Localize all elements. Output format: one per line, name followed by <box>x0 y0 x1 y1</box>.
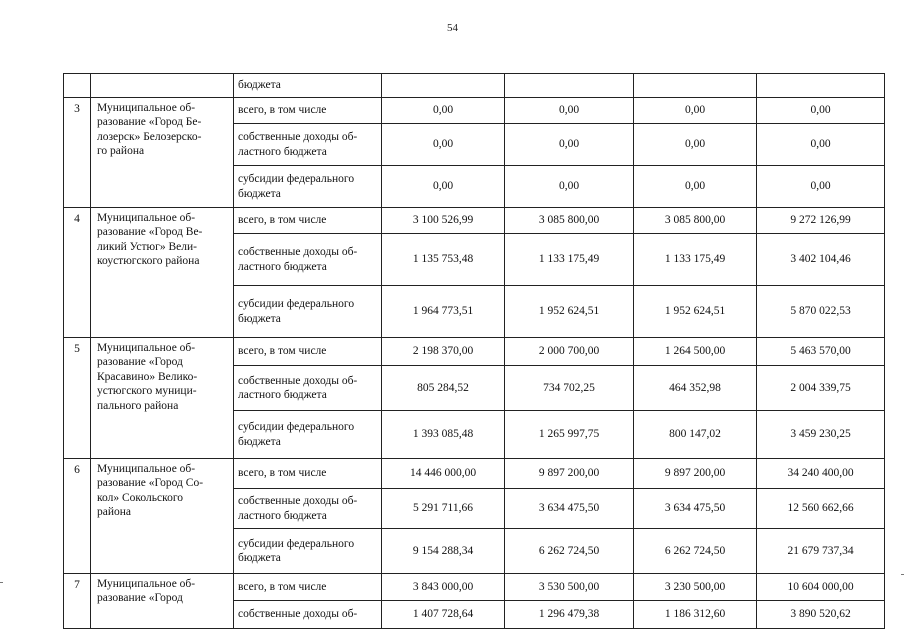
value-cell: 14 446 000,00 <box>382 459 505 489</box>
value-cell: 3 085 800,00 <box>634 208 757 234</box>
municipality-name-line: Красавино» Велико- <box>97 370 198 383</box>
indicator-label-line: бюджета <box>238 312 281 325</box>
table-row <box>64 208 885 234</box>
row-number-cell <box>64 74 91 98</box>
value-cell: 3 634 475,50 <box>634 489 757 529</box>
indicator-cell <box>234 124 382 166</box>
indicator-label-line: собственные доходы об- <box>238 131 358 144</box>
municipality-name-line: разование «Город Ве- <box>97 226 203 239</box>
municipality-name-line: кол» Сокольского <box>97 491 184 504</box>
value-cell: 3 085 800,00 <box>505 208 634 234</box>
continuation-row <box>64 74 885 98</box>
indicator-label-line: собственные доходы об- <box>238 495 358 508</box>
indicator-label-line: всего, в том числе <box>238 345 327 358</box>
table-row <box>64 574 885 601</box>
table-row <box>64 98 885 124</box>
value-cell: 0,00 <box>505 166 634 208</box>
value-cell: 1 964 773,51 <box>382 286 505 338</box>
indicator-label-line: собственные доходы об- <box>238 608 358 621</box>
municipality-name-line: разование «Город <box>97 356 183 369</box>
indicator-cell <box>234 208 382 234</box>
indicator-cell: бюджета <box>234 74 382 98</box>
indicator-cell <box>234 574 382 601</box>
value-cell: 21 679 737,34 <box>757 529 885 574</box>
indicator-label-line: ластного бюджета <box>238 145 327 158</box>
value-cell: 0,00 <box>382 166 505 208</box>
value-cell: 734 702,25 <box>505 366 634 411</box>
municipality-name-line: коустюгского района <box>97 255 200 268</box>
municipality-cell <box>91 208 234 338</box>
municipality-name-line: разование «Город Бе- <box>97 116 202 129</box>
indicator-label-line: бюджета <box>238 552 281 564</box>
indicator-cell <box>234 98 382 124</box>
row-number-cell: 4 <box>64 208 91 338</box>
indicator-label-line: всего, в том числе <box>238 214 327 227</box>
value-cell: 3 530 500,00 <box>505 574 634 601</box>
row-number-cell: 6 <box>64 459 91 574</box>
value-cell: 3 402 104,46 <box>757 234 885 286</box>
indicator-label-line: бюджета <box>238 435 281 448</box>
value-cell: 0,00 <box>757 166 885 208</box>
value-cell <box>505 74 634 98</box>
table-row <box>64 338 885 366</box>
municipality-name-line: устюгского муници- <box>97 385 197 398</box>
indicator-cell <box>234 338 382 366</box>
indicator-cell <box>234 459 382 489</box>
value-cell: 1 407 728,64 <box>382 601 505 629</box>
value-cell: 10 604 000,00 <box>757 574 885 601</box>
value-cell: 1 296 479,38 <box>505 601 634 629</box>
municipality-cell <box>91 338 234 459</box>
row-number-cell: 3 <box>64 98 91 208</box>
indicator-label-line: ластного бюджета <box>238 389 327 401</box>
value-cell: 1 393 085,48 <box>382 411 505 459</box>
value-cell: 1 952 624,51 <box>505 286 634 338</box>
indicator-cell <box>234 234 382 286</box>
indicator-cell <box>234 166 382 208</box>
value-cell: 12 560 662,66 <box>757 489 885 529</box>
table-row <box>64 459 885 489</box>
scan-edge-mark <box>901 574 904 575</box>
value-cell: 9 897 200,00 <box>505 459 634 489</box>
value-cell: 0,00 <box>382 98 505 124</box>
indicator-label-line: всего, в том числе <box>238 104 327 117</box>
indicator-label-line: субсидии федерального <box>238 173 355 186</box>
indicator-label-line: всего, в том числе <box>238 467 327 480</box>
municipality-name-line: пального района <box>97 399 179 412</box>
indicator-label-line: субсидии федерального <box>238 298 355 311</box>
value-cell: 0,00 <box>757 124 885 166</box>
value-cell: 1 133 175,49 <box>634 234 757 286</box>
value-cell: 1 135 753,48 <box>382 234 505 286</box>
row-number-cell: 7 <box>64 574 91 629</box>
value-cell: 3 634 475,50 <box>505 489 634 529</box>
value-cell <box>634 74 757 98</box>
indicator-label-line: субсидии федерального <box>238 421 355 434</box>
value-cell: 1 264 500,00 <box>634 338 757 366</box>
value-cell: 9 154 288,34 <box>382 529 505 574</box>
value-cell: 5 870 022,53 <box>757 286 885 338</box>
municipality-name-line: района <box>97 506 132 519</box>
municipality-name-line: разование «Город Со- <box>97 477 204 490</box>
value-cell: 9 272 126,99 <box>757 208 885 234</box>
value-cell: 5 291 711,66 <box>382 489 505 529</box>
municipality-name-line: разование «Город <box>97 592 183 605</box>
value-cell: 3 230 500,00 <box>634 574 757 601</box>
value-cell: 2 198 370,00 <box>382 338 505 366</box>
municipality-name-line: Муниципальное об- <box>97 342 196 354</box>
municipality-name-line: ликий Устюг» Вели- <box>97 240 197 253</box>
row-number-cell: 5 <box>64 338 91 459</box>
indicator-label-line: собственные доходы об- <box>238 246 358 259</box>
indicator-label-line: ластного бюджета <box>238 260 327 273</box>
municipality-name-line: го района <box>97 145 145 158</box>
value-cell: 0,00 <box>757 98 885 124</box>
value-cell: 3 100 526,99 <box>382 208 505 234</box>
value-cell: 3 843 000,00 <box>382 574 505 601</box>
indicator-cell <box>234 529 382 574</box>
indicator-label-line: субсидии федерального <box>238 537 355 550</box>
municipality-cell <box>91 574 234 629</box>
value-cell: 0,00 <box>634 124 757 166</box>
value-cell <box>757 74 885 98</box>
indicator-cell <box>234 601 382 629</box>
value-cell: 464 352,98 <box>634 366 757 411</box>
value-cell: 0,00 <box>382 124 505 166</box>
indicator-cell <box>234 489 382 529</box>
value-cell: 0,00 <box>505 124 634 166</box>
value-cell: 2 004 339,75 <box>757 366 885 411</box>
value-cell: 0,00 <box>634 98 757 124</box>
municipality-name-line: Муниципальное об- <box>97 212 196 224</box>
indicator-cell <box>234 411 382 459</box>
value-cell: 800 147,02 <box>634 411 757 459</box>
value-cell: 1 133 175,49 <box>505 234 634 286</box>
value-cell <box>382 74 505 98</box>
scan-edge-mark <box>0 582 3 583</box>
value-cell: 0,00 <box>505 98 634 124</box>
municipality-cell <box>91 74 234 98</box>
value-cell: 1 186 312,60 <box>634 601 757 629</box>
municipality-name-line: лозерск» Белозерско- <box>97 130 202 143</box>
table-body <box>64 74 885 629</box>
value-cell: 2 000 700,00 <box>505 338 634 366</box>
value-cell: 5 463 570,00 <box>757 338 885 366</box>
value-cell: 34 240 400,00 <box>757 459 885 489</box>
indicator-cell <box>234 366 382 411</box>
value-cell: 6 262 724,50 <box>634 529 757 574</box>
municipality-cell <box>91 459 234 574</box>
page-number: 54 <box>447 22 458 34</box>
indicator-label-line: собственные доходы об- <box>238 374 358 387</box>
value-cell: 0,00 <box>634 166 757 208</box>
value-cell: 6 262 724,50 <box>505 529 634 574</box>
indicator-cell <box>234 286 382 338</box>
value-cell: 805 284,52 <box>382 366 505 411</box>
budget-table <box>63 73 885 629</box>
value-cell: 9 897 200,00 <box>634 459 757 489</box>
municipality-cell <box>91 98 234 208</box>
indicator-label-line: всего, в том числе <box>238 580 327 593</box>
indicator-label-line: ластного бюджета <box>238 509 327 522</box>
value-cell: 3 459 230,25 <box>757 411 885 459</box>
municipality-name-line: Муниципальное об- <box>97 102 196 114</box>
value-cell: 1 265 997,75 <box>505 411 634 459</box>
municipality-name-line: Муниципальное об- <box>97 578 196 590</box>
indicator-label-line: бюджета <box>238 187 281 200</box>
value-cell: 1 952 624,51 <box>634 286 757 338</box>
value-cell: 3 890 520,62 <box>757 601 885 629</box>
municipality-name-line: Муниципальное об- <box>97 463 196 475</box>
